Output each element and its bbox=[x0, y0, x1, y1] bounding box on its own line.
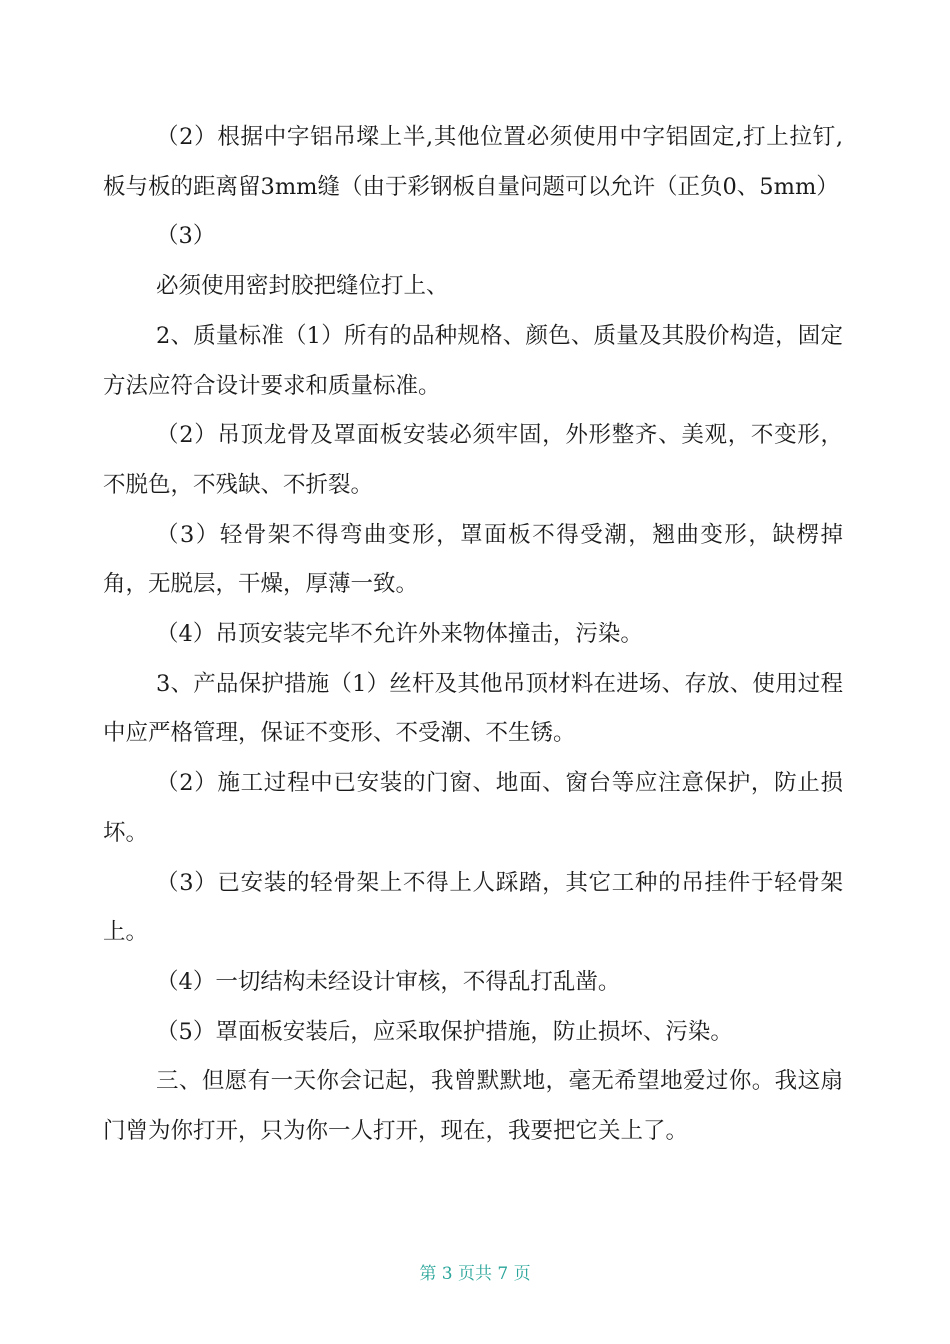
paragraph-8: 3、产品保护措施（1）丝杆及其他吊顶材料在进场、存放、使用过程中应严格管理，保证不变形、不受潮、不生锈。 bbox=[103, 670, 843, 747]
paragraph-12: （5）罩面板安装后，应采取保护措施，防止损坏、污染。 bbox=[156, 1018, 733, 1045]
paragraph-4: 2、质量标准（1）所有的品种规格、颜色、质量及其股价构造，固定方法应符合设计要求和质量标准。 bbox=[103, 322, 843, 399]
paragraph-2: （3） bbox=[156, 223, 216, 250]
paragraph-7: （4）吊顶安装完毕不允许外来物体撞击，污染。 bbox=[156, 621, 643, 648]
paragraph-10: （3）已安装的轻骨架上不得上人踩踏，其它工种的吊挂件于轻骨架上。 bbox=[103, 869, 843, 946]
paragraph-9: （2）施工过程中已安装的门窗、地面、窗台等应注意保护，防止损坏。 bbox=[103, 770, 843, 846]
paragraph-3: 必须使用密封胶把缝位打上、 bbox=[156, 273, 449, 300]
paragraph-11: （4）一切结构未经设计审核，不得乱打乱凿。 bbox=[156, 968, 621, 995]
page-number-footer: 第 3 页共 7 页 bbox=[419, 1264, 531, 1284]
paragraph-1: （2）根据中字铝吊墚上半,其他位置必须使用中字铝固定,打上拉钉,板与板的距离留3mm缝（由于彩钢板自量问题可以允许（正负0、5mm） bbox=[103, 124, 843, 200]
paragraph-6: （3）轻骨架不得弯曲变形，罩面板不得受潮，翘曲变形，缺楞掉角，无脱层，干燥，厚薄一致。 bbox=[103, 521, 843, 598]
paragraph-13: 三、但愿有一天你会记起，我曾默默地，毫无希望地爱过你。我这扇门曾为你打开，只为你一人打开，现在，我要把它关上了。 bbox=[103, 1068, 843, 1145]
document-body bbox=[103, 113, 843, 1157]
paragraph-5: （2）吊顶龙骨及罩面板安装必须牢固，外形整齐、美观，不变形，不脱色，不残缺、不折裂。 bbox=[103, 422, 843, 498]
